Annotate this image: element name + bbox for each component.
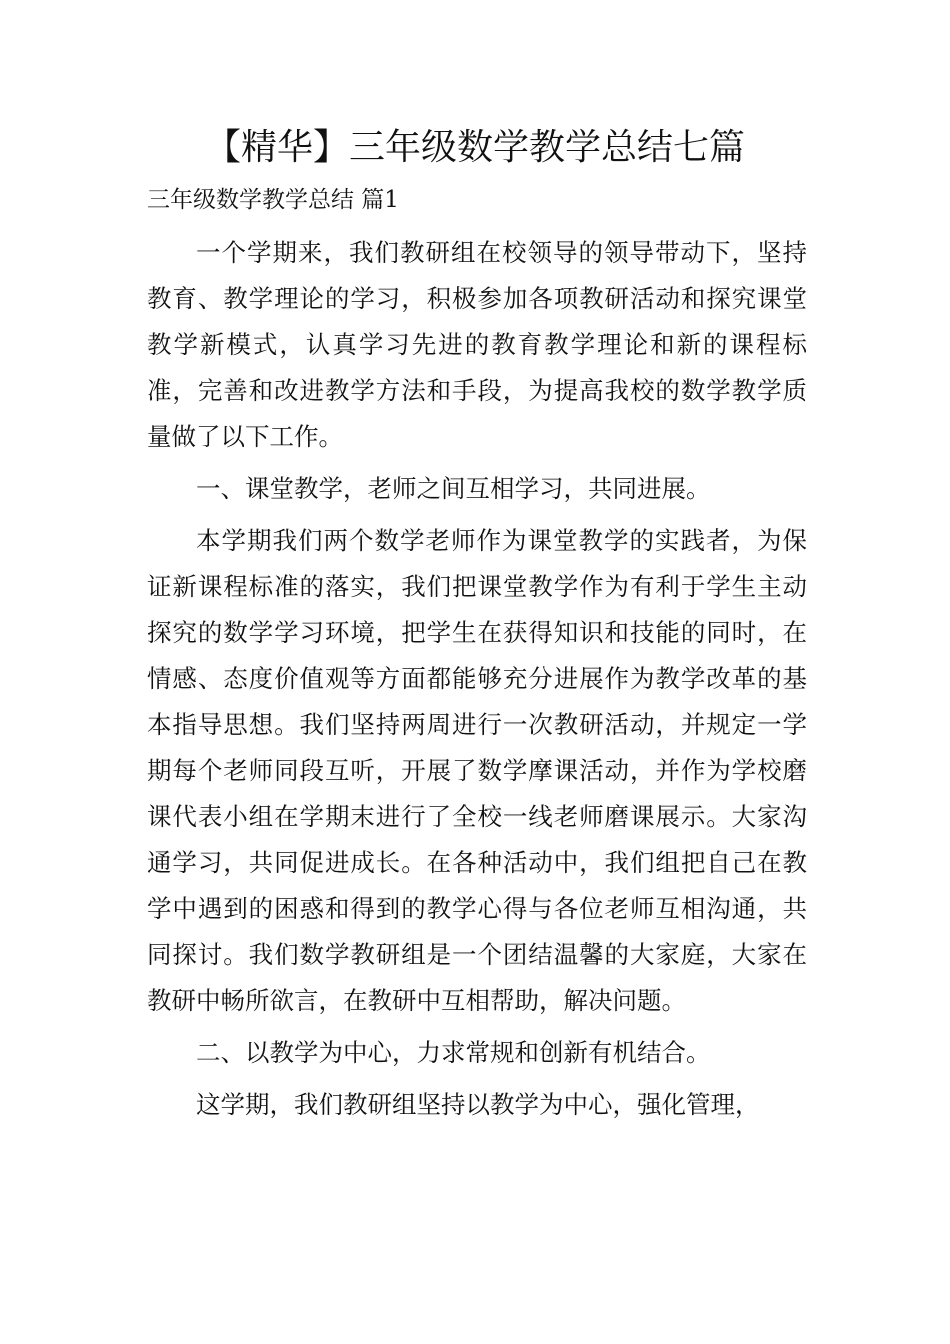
paragraph-heading-one: 一、课堂教学，老师之间互相学习，共同进展。	[196, 474, 711, 503]
paragraph-semester: 这学期，我们教研组坚持以教学为中心，强化管理，	[196, 1090, 760, 1119]
paragraph-classroom-teaching: 本学期我们两个数学老师作为课堂教学的实践者，为保证新课程标准的落实，我们把课堂教学作为有利于学生主动探究的数学学习环境，把学生在获得知识和技能的同时，在情感、态度价值观等方面都能够充分进展作为教学改革的基本指导思想。我们坚持两周进行一次教研活动，并规定一学期每个老师同段互听，开展了数学摩课活动，并作为学校磨课代表小组在学期末进行了全校一线老师磨课展示。大家沟通学习，共同促进成长。在各种活动中，我们组把自己在教学中遇到的困惑和得到的教学心得与各位老师互相沟通，共同探讨。我们数学教研组是一个团结温馨的大家庭，大家在教研中畅所欲言，在教研中互相帮助，解决问题。	[147, 526, 807, 1015]
paragraph-intro: 一个学期来，我们教研组在校领导的领导带动下，坚持教育、教学理论的学习，积极参加各项教研活动和探究课堂教学新模式，认真学习先进的教育教学理论和新的课程标准，完善和改进教学方法和手段，为提高我校的数学教学质量做了以下工作。	[147, 238, 807, 451]
document-body	[147, 230, 807, 1134]
paragraph-heading-two: 二、以教学为中心，力求常规和创新有机结合。	[196, 1038, 711, 1067]
section-subtitle: 三年级数学教学总结 篇1	[147, 187, 399, 213]
document-title: 【精华】三年级数学教学总结七篇	[204, 127, 745, 168]
